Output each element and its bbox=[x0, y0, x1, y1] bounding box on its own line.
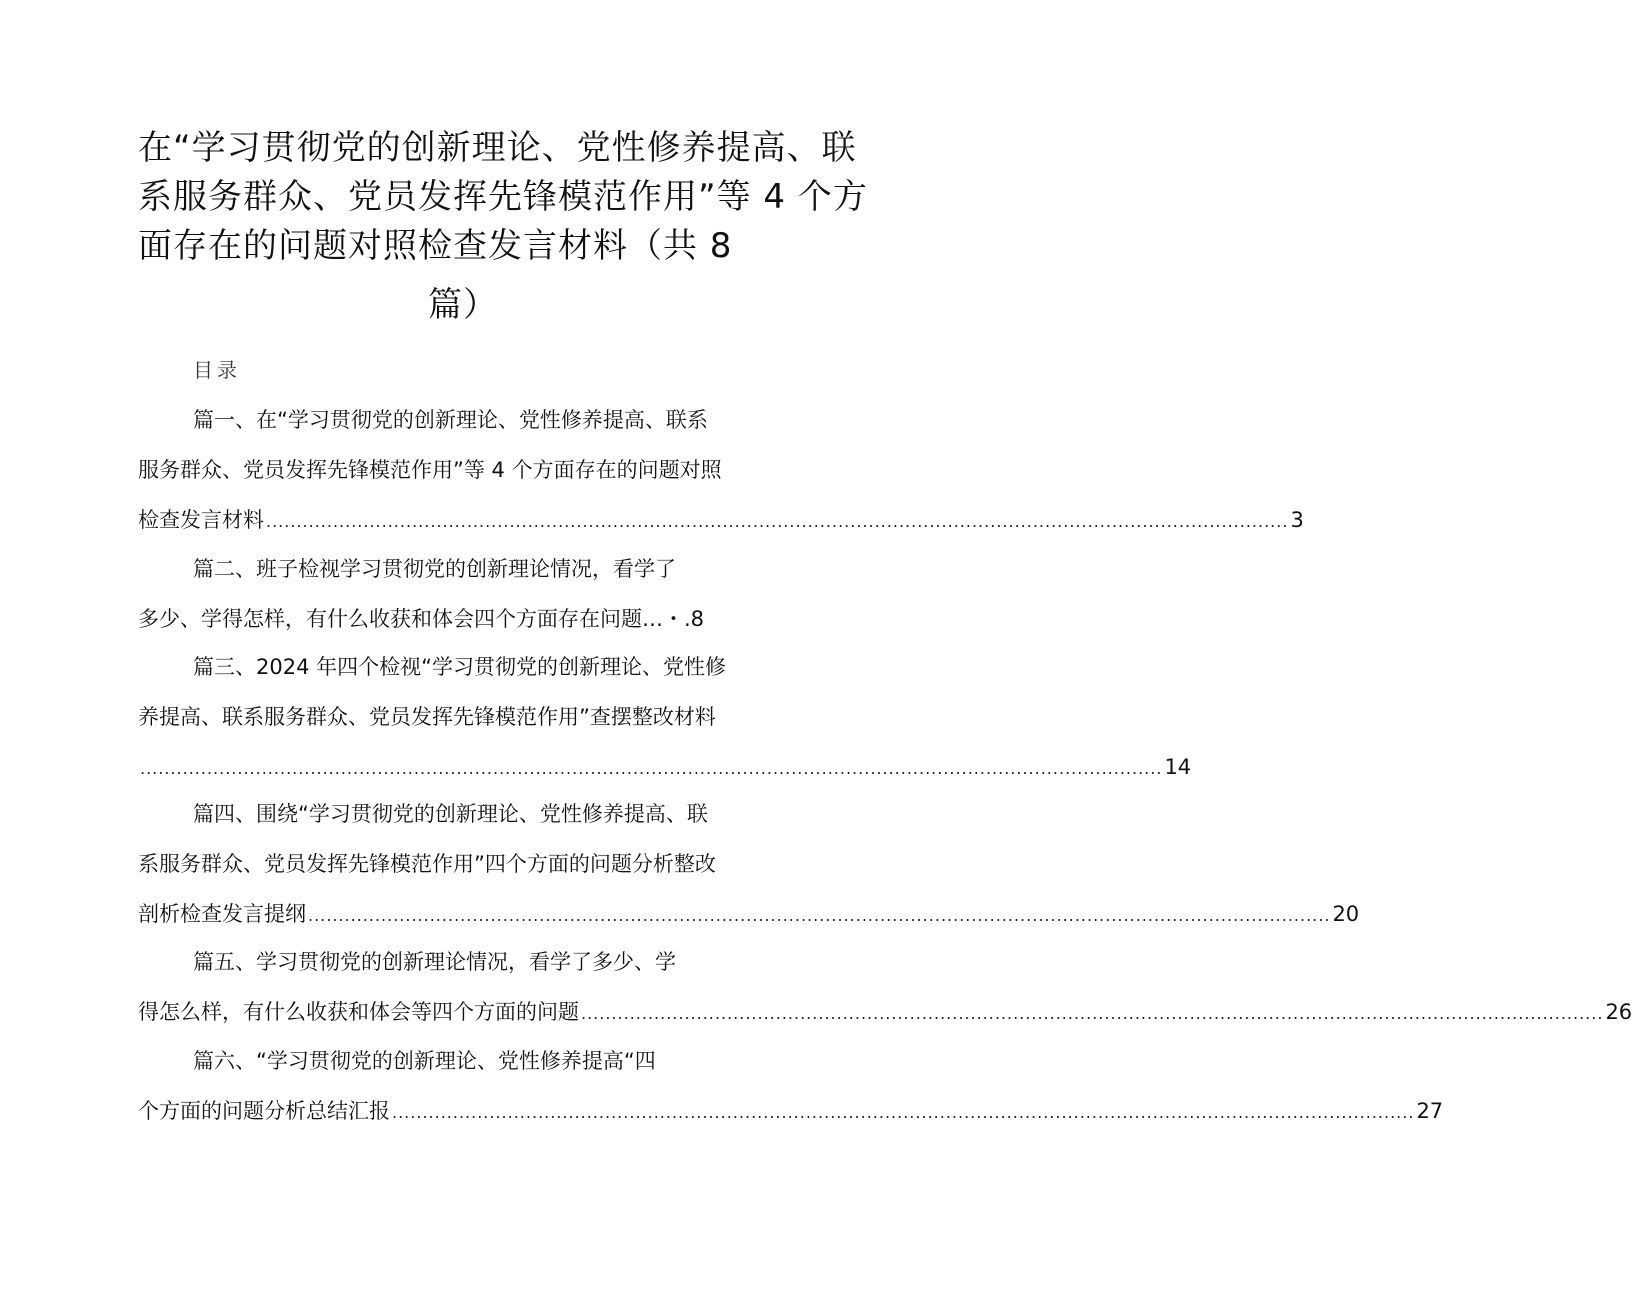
toc-entry-1 bbox=[138, 395, 1304, 545]
title-line: 面存在的问题对照检查发言材料（共 8 bbox=[138, 226, 733, 266]
toc-entry-5 bbox=[138, 937, 1632, 1037]
toc-entry-line: 篇二、班子检视学习贯彻党的创新理论情况，看学了 bbox=[193, 557, 676, 581]
dot-leader: ........................................................................................................................................................................ bbox=[581, 1004, 1604, 1023]
toc-heading: 目录 bbox=[193, 358, 241, 382]
toc-entry-last-line bbox=[138, 987, 1632, 1037]
dot-leader: ........................................................................................................................................................................ bbox=[392, 1103, 1415, 1122]
toc-page-number: 27 bbox=[1416, 1099, 1444, 1123]
toc-entry-line: 个方面的问题分析总结汇报 bbox=[138, 1099, 390, 1123]
dot-leader: ........................................................................................................................................................................ bbox=[308, 906, 1331, 925]
title-line: 在“学习贯彻党的创新理论、党性修养提高、联 bbox=[138, 128, 857, 168]
title-line: 篇） bbox=[428, 285, 498, 325]
toc-entry-line: 服务群众、党员发挥先锋模范作用”等 4 个方面存在的问题对照 bbox=[138, 458, 722, 482]
toc-entry-last-line bbox=[138, 1086, 1444, 1136]
toc-page-number: 26 bbox=[1605, 1000, 1632, 1024]
toc-entry-line: 多少、学得怎样，有什么收获和体会四个方面存在问题…・ bbox=[138, 607, 684, 631]
toc-page-number: 20 bbox=[1332, 902, 1360, 926]
toc-entry-line: 篇三、2024 年四个检视“学习贯彻党的创新理论、党性修 bbox=[193, 655, 726, 679]
toc-page-number: 14 bbox=[1164, 755, 1192, 779]
toc-entry-last-line bbox=[138, 742, 1192, 792]
document-title bbox=[138, 124, 868, 330]
toc-page-number: 3 bbox=[1290, 508, 1304, 532]
toc-entry-line: 篇四、围绕“学习贯彻党的创新理论、党性修养提高、联 bbox=[193, 802, 708, 826]
dot-leader: ........................................................................................................................................................................ bbox=[140, 759, 1163, 778]
toc-entry-3 bbox=[138, 642, 1192, 792]
title-line: 系服务群众、党员发挥先锋模范作用”等 4 个方 bbox=[138, 177, 868, 217]
toc-entry-line: 篇六、“学习贯彻党的创新理论、党性修养提高“四 bbox=[193, 1049, 656, 1073]
toc-entry-line: 得怎么样，有什么收获和体会等四个方面的问题 bbox=[138, 1000, 579, 1024]
toc-page-number: .8 bbox=[684, 607, 705, 631]
toc-entry-line: 篇五、学习贯彻党的创新理论情况，看学了多少、学 bbox=[193, 950, 676, 974]
toc-entry-line: 检查发言材料 bbox=[138, 508, 264, 532]
toc-entry-line: 篇一、在“学习贯彻党的创新理论、党性修养提高、联系 bbox=[193, 408, 708, 432]
toc-entry-line: 剖析检查发言提纲 bbox=[138, 902, 306, 926]
toc-entry-line: 系服务群众、党员发挥先锋模范作用”四个方面的问题分析整改 bbox=[138, 852, 716, 876]
toc-entry-last-line bbox=[138, 495, 1304, 545]
toc-entry-6 bbox=[138, 1036, 1444, 1136]
toc-entry-line: 养提高、联系服务群众、党员发挥先锋模范作用”查摆整改材料 bbox=[138, 705, 716, 729]
toc-entry-4 bbox=[138, 789, 1360, 939]
toc-entry-last-line bbox=[138, 594, 788, 644]
toc-entry-2 bbox=[138, 544, 788, 644]
toc-entry-last-line bbox=[138, 889, 1360, 939]
dot-leader: ........................................................................................................................................................................ bbox=[266, 512, 1289, 531]
